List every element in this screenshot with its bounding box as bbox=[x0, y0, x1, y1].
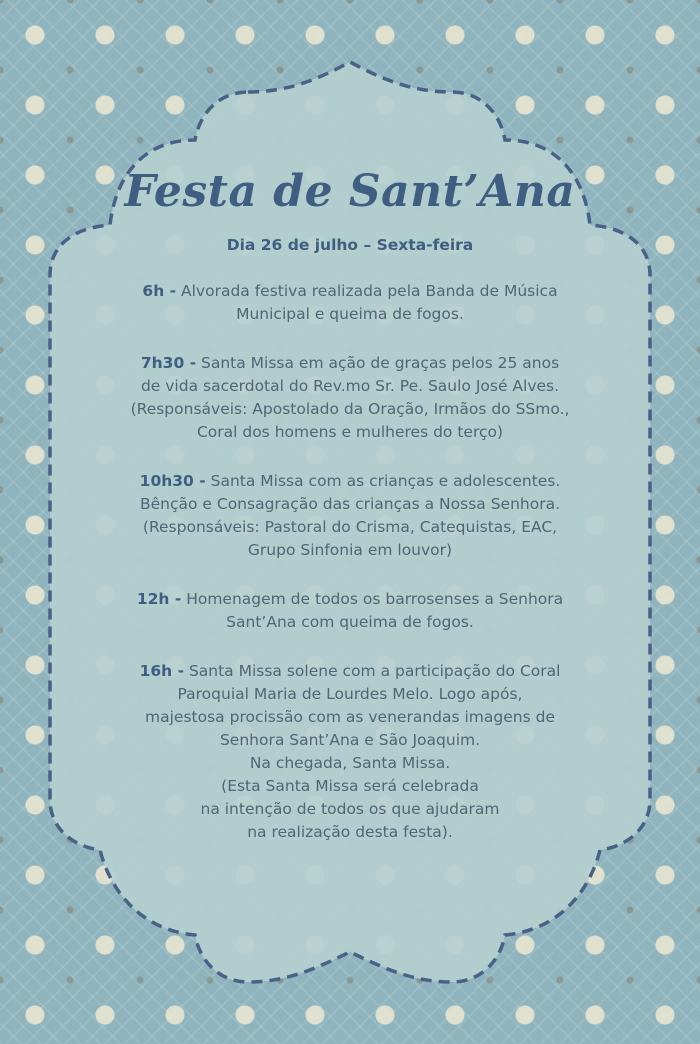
event-text: (Responsáveis: Apostolado da Oração, Irmãos do SSmo., bbox=[130, 400, 570, 418]
event-text: (Responsáveis: Pastoral do Crisma, Catequistas, EAC, bbox=[142, 518, 558, 536]
event-text: Paroquial Maria de Lourdes Melo. Logo após, bbox=[177, 685, 523, 703]
event-text: Alvorada festiva realizada pela Banda de Música bbox=[181, 282, 558, 300]
event-text: Sant’Ana com queima de fogos. bbox=[226, 613, 474, 631]
event-text: Grupo Sinfonia em louvor) bbox=[247, 541, 453, 559]
event-text: Santa Missa em ação de graças pelos 25 anos bbox=[201, 354, 560, 372]
event-text: Na chegada, Santa Missa. bbox=[249, 754, 451, 772]
event-text: Bênção e Consagração das crianças a Nossa Senhora. bbox=[140, 495, 560, 513]
event-text: majestosa procissão com as venerandas imagens de bbox=[145, 708, 555, 726]
event-text: Homenagem de todos os barrosenses a Senhora bbox=[186, 590, 564, 608]
event-time: 6h - bbox=[142, 282, 177, 300]
event-12h bbox=[100, 588, 600, 634]
event-text: Coral dos homens e mulheres do terço) bbox=[196, 423, 504, 441]
event-time: 7h30 - bbox=[140, 354, 197, 372]
program-content bbox=[100, 166, 600, 844]
event-time: 16h - bbox=[139, 662, 184, 680]
event-text: Santa Missa com as crianças e adolescentes. bbox=[210, 472, 561, 490]
event-7h30 bbox=[100, 352, 600, 444]
event-text: Municipal e queima de fogos. bbox=[236, 305, 464, 323]
event-text: Senhora Sant’Ana e São Joaquim. bbox=[219, 731, 481, 749]
event-text: (Esta Santa Missa será celebrada bbox=[221, 777, 479, 795]
event-text: de vida sacerdotal do Rev.mo Sr. Pe. Saulo José Alves. bbox=[140, 377, 560, 395]
event-6h bbox=[100, 280, 600, 326]
event-time: 10h30 - bbox=[139, 472, 206, 490]
event-text: na realização desta festa). bbox=[247, 823, 453, 841]
event-text: na intenção de todos os que ajudaram bbox=[200, 800, 500, 818]
date-subtitle: Dia 26 de julho – Sexta-feira bbox=[226, 236, 474, 254]
page-title: Festa de Sant’Ana bbox=[124, 166, 576, 217]
event-10h30 bbox=[100, 470, 600, 562]
event-time: 12h - bbox=[136, 590, 182, 608]
event-16h bbox=[100, 660, 600, 844]
event-text: Santa Missa solene com a participação do Coral bbox=[188, 662, 561, 680]
